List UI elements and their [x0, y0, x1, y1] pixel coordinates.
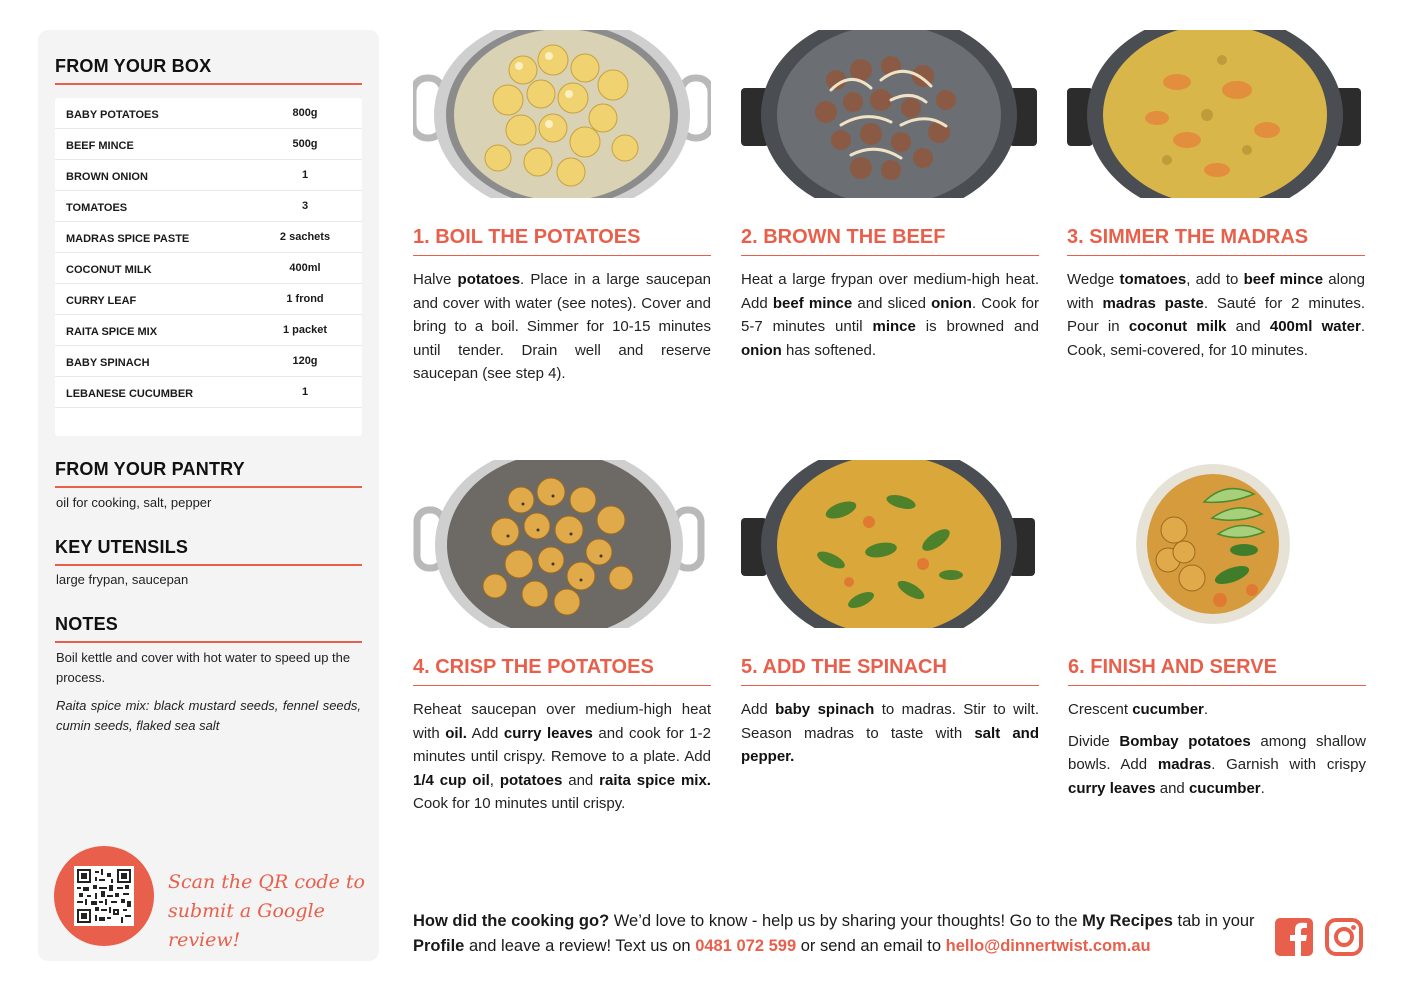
- ingredient-name: LEBANESE CUCUMBER: [66, 388, 194, 400]
- ingredient-row: [55, 253, 362, 284]
- ingredient-row: [55, 222, 362, 253]
- qr-caption-line2: submit a Google review!: [168, 900, 325, 951]
- ingredient-qty: 800g: [292, 107, 318, 119]
- step-4-title: 4. CRISP THE POTATOES: [413, 656, 711, 686]
- ingredient-qty: 400ml: [289, 262, 321, 274]
- qr-code-icon[interactable]: [74, 866, 134, 926]
- spinach-madras-photo: [741, 460, 1039, 628]
- my-recipes-link[interactable]: My Recipes: [1082, 912, 1173, 930]
- from-your-box-heading: FROM YOUR BOX: [55, 56, 362, 85]
- qr-caption-line1: Scan the QR code to: [168, 871, 365, 893]
- ingredient-name: RAITA SPICE MIX: [66, 326, 158, 338]
- boiled-potatoes-photo: [413, 30, 711, 198]
- ingredient-qty: 120g: [292, 355, 318, 367]
- step-2-instructions: Heat a large frypan over medium-high heat. Add beef mince and sliced onion. Cook for 5-7 minutes until mince is browned and onion has softened.: [741, 271, 1039, 359]
- ingredient-row: [55, 284, 362, 315]
- ingredient-name: COCONUT MILK: [66, 264, 152, 276]
- ingredient-qty: 3: [301, 200, 309, 212]
- step-2: [741, 30, 1039, 410]
- ingredient-name: BROWN ONION: [66, 171, 148, 183]
- review-footer: How did the cooking go? We’d love to know - help us by sharing your thoughts! Go to the My Recipes tab in your Profile and leave a review! Text us on 0481 072 599 or send an email to hello@dinnertwist.com.au: [413, 912, 1255, 955]
- from-your-pantry-heading: FROM YOUR PANTRY: [55, 459, 362, 488]
- profile-link[interactable]: Profile: [413, 937, 465, 955]
- ingredient-name: TOMATOES: [66, 202, 128, 214]
- notes-heading: NOTES: [55, 614, 362, 643]
- ingredient-row: [55, 346, 362, 377]
- step-2-title: 2. BROWN THE BEEF: [741, 226, 1039, 256]
- ingredient-name: BABY POTATOES: [66, 109, 159, 121]
- qr-code-badge[interactable]: [54, 846, 154, 946]
- footer-question: How did the cooking go?: [413, 912, 610, 930]
- notes-text: Boil kettle and cover with hot water to speed up the process.: [56, 650, 351, 685]
- ingredient-name: CURRY LEAF: [66, 295, 137, 307]
- ingredients-sidebar: [38, 30, 379, 961]
- ingredient-qty: 1 frond: [286, 293, 324, 305]
- madras-curry-photo: [1067, 30, 1365, 198]
- phone-link[interactable]: 0481 072 599: [695, 937, 797, 955]
- browned-beef-photo: [741, 30, 1039, 198]
- step-3-title: 3. SIMMER THE MADRAS: [1067, 226, 1365, 256]
- served-bowl-photo: [1134, 460, 1292, 628]
- utensils-text: large frypan, saucepan: [56, 572, 189, 587]
- step-6: [1068, 460, 1366, 840]
- step-5-instructions: Add baby spinach to madras. Stir to wilt. Season madras to taste with salt and pepper.: [741, 701, 1040, 765]
- pantry-text: oil for cooking, salt, pepper: [56, 495, 212, 510]
- step-3-instructions: Wedge tomatoes, add to beef mince along with madras paste. Sauté for 2 minutes. Pour in coconut milk and 400ml water. Cook, semi-covered, for 10 minutes.: [1067, 271, 1366, 359]
- email-link[interactable]: hello@dinnertwist.com.au: [945, 937, 1151, 955]
- step-5: [741, 460, 1039, 840]
- ingredient-name: BABY SPINACH: [66, 357, 150, 369]
- step-5-title: 5. ADD THE SPINACH: [741, 656, 1039, 686]
- ingredient-qty: 500g: [292, 138, 318, 150]
- ingredient-row: [55, 315, 362, 346]
- ingredient-row: [55, 377, 362, 408]
- ingredient-qty: 1: [301, 169, 309, 181]
- crispy-potatoes-photo: [413, 460, 711, 628]
- step-4: [413, 460, 711, 840]
- ingredient-qty: 1: [301, 386, 309, 398]
- step-1-instructions: Halve potatoes. Place in a large saucepan and cover with water (see notes). Cover and bring to a boil. Simmer for 10-15 minutes until tender. Drain well and reserve saucepan (see step 4).: [413, 271, 711, 382]
- instagram-icon[interactable]: [1325, 918, 1363, 956]
- step-6-instructions: Crescent cucumber. Divide Bombay potatoes among shallow bowls. Add madras. Garnish with crispy curry leaves and cucumber.: [1068, 701, 1366, 797]
- facebook-icon[interactable]: [1275, 918, 1313, 956]
- ingredient-row: [55, 160, 362, 191]
- ingredients-table: [55, 98, 362, 436]
- ingredient-name: BEEF MINCE: [66, 140, 134, 152]
- step-3: [1067, 30, 1365, 410]
- ingredient-name: MADRAS SPICE PASTE: [66, 233, 190, 245]
- step-1: [413, 30, 711, 410]
- ingredient-qty: 2 sachets: [279, 231, 331, 243]
- qr-review-caption: [168, 868, 368, 955]
- key-utensils-heading: KEY UTENSILS: [55, 537, 362, 566]
- step-1-title: 1. BOIL THE POTATOES: [413, 226, 711, 256]
- ingredient-row: [55, 129, 362, 160]
- notes-raita-text: Raita spice mix: black mustard seeds, fennel seeds, cumin seeds, flaked sea salt: [56, 698, 361, 733]
- ingredient-qty: 1 packet: [282, 324, 328, 336]
- step-6-title: 6. FINISH AND SERVE: [1068, 656, 1366, 686]
- ingredient-row: [55, 98, 362, 129]
- step-4-instructions: Reheat saucepan over medium-high heat with oil. Add curry leaves and cook for 1-2 minutes until crispy. Remove to a plate. Add 1/4 cup oil, potatoes and raita spice mix. Cook for 10 minutes until crispy.: [413, 701, 711, 812]
- ingredient-row: [55, 191, 362, 222]
